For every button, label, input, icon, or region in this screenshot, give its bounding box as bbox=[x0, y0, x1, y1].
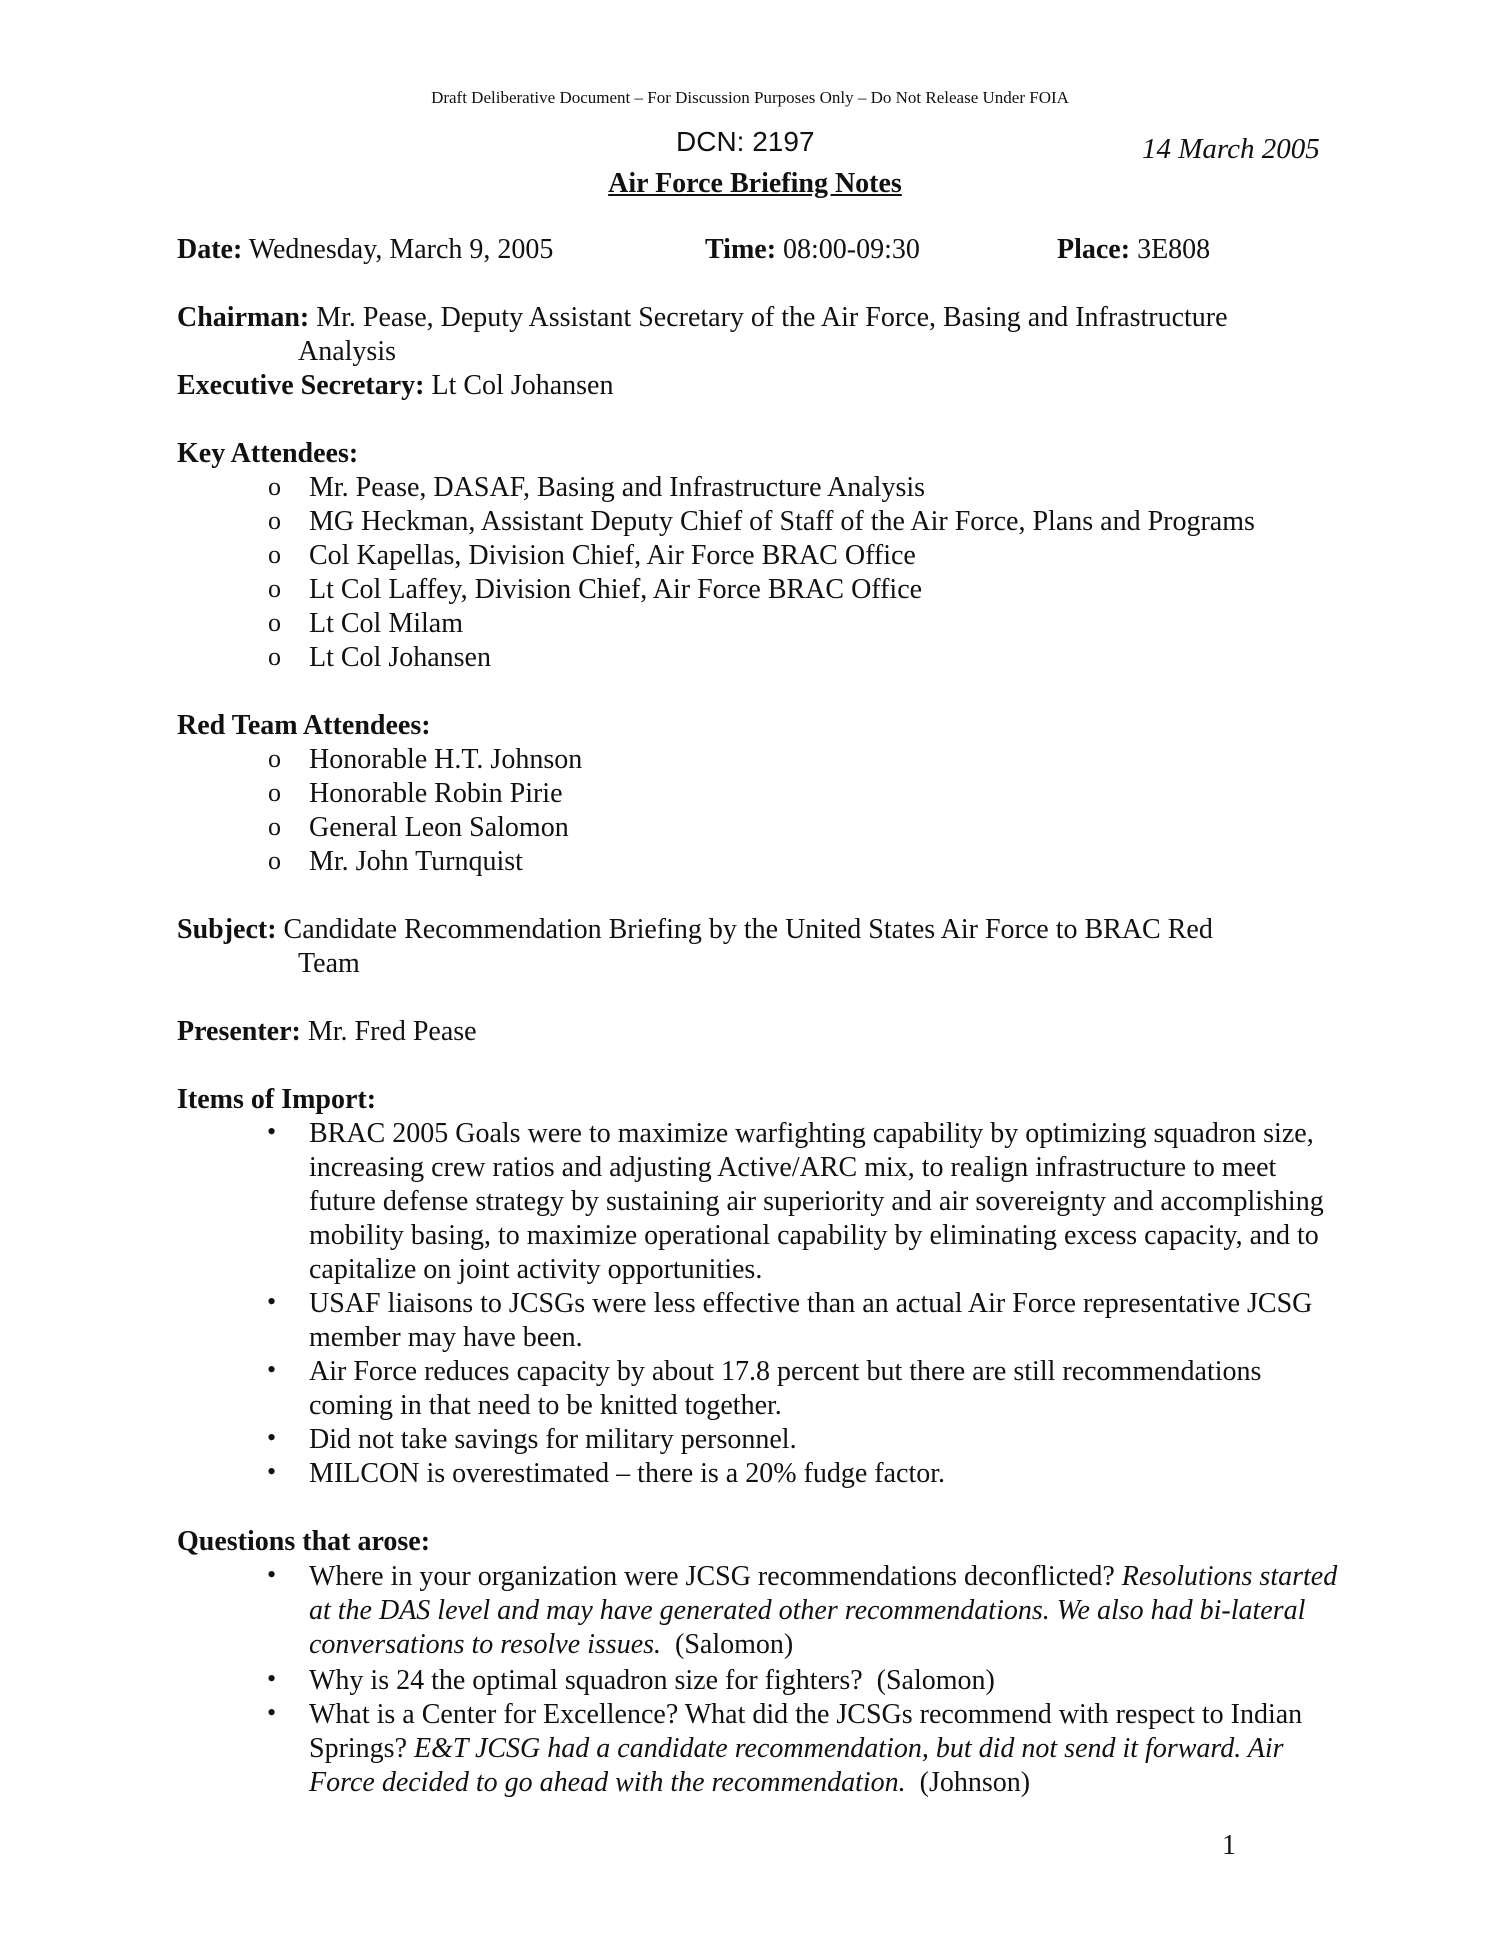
circle-bullet-icon: o bbox=[268, 642, 281, 671]
attendee-name: Mr. John Turnquist bbox=[309, 846, 523, 877]
asker-name: (Johnson) bbox=[919, 1767, 1031, 1798]
import-item-text: MILCON is overestimated – there is a 20% fudge factor. bbox=[309, 1458, 946, 1489]
place-value: 3E808 bbox=[1137, 234, 1211, 265]
page-number: 1 bbox=[1222, 1830, 1236, 1861]
subject-value-continued: Team bbox=[298, 948, 360, 979]
attendee-name: Honorable H.T. Johnson bbox=[309, 744, 583, 775]
question-item bbox=[309, 1664, 1349, 1698]
meta-time bbox=[705, 233, 920, 267]
asker-name: (Salomon) bbox=[675, 1629, 794, 1660]
bullet-icon: • bbox=[267, 1423, 277, 1452]
circle-bullet-icon: o bbox=[268, 574, 281, 603]
executive-secretary-value: Lt Col Johansen bbox=[431, 370, 614, 401]
circle-bullet-icon: o bbox=[268, 608, 281, 637]
presenter bbox=[177, 1015, 477, 1049]
dcn-number: DCN: 2197 bbox=[676, 126, 815, 157]
bullet-icon: • bbox=[267, 1287, 277, 1316]
items-of-import-heading: Items of Import: bbox=[177, 1084, 377, 1115]
circle-bullet-icon: o bbox=[268, 472, 281, 501]
date-value: Wednesday, March 9, 2005 bbox=[248, 234, 554, 265]
attendee-name: Lt Col Laffey, Division Chief, Air Force BRAC Office bbox=[309, 574, 923, 605]
chairman-value: Mr. Pease, Deputy Assistant Secretary of the Air Force, Basing and Infrastructure bbox=[316, 302, 1228, 333]
circle-bullet-icon: o bbox=[268, 812, 281, 841]
attendee-name: Lt Col Johansen bbox=[309, 642, 491, 673]
chairman-value-continued: Analysis bbox=[298, 336, 396, 367]
attendee-name: Mr. Pease, DASAF, Basing and Infrastructure Analysis bbox=[309, 472, 926, 503]
bullet-icon: • bbox=[267, 1664, 277, 1693]
header-note: Draft Deliberative Document – For Discussion Purposes Only – Do Not Release Under FOIA bbox=[431, 88, 1069, 107]
meta-date bbox=[177, 233, 553, 267]
attendee-name: Col Kapellas, Division Chief, Air Force BRAC Office bbox=[309, 540, 916, 571]
red-team-attendees-heading: Red Team Attendees: bbox=[177, 710, 431, 741]
asker-name: (Salomon) bbox=[876, 1665, 995, 1696]
circle-bullet-icon: o bbox=[268, 540, 281, 569]
question-item bbox=[309, 1560, 1349, 1662]
circle-bullet-icon: o bbox=[268, 506, 281, 535]
date-label: Date: bbox=[177, 234, 243, 265]
chairman bbox=[177, 301, 1228, 335]
answer-text: E&T JCSG had a candidate recommendation, but did not send it forward. Air Force decided to go ahead with the recommendation. bbox=[309, 1733, 1284, 1798]
chairman-label: Chairman: bbox=[177, 302, 310, 333]
import-item-text: Did not take savings for military personnel. bbox=[309, 1424, 797, 1455]
question-text: Why is 24 the optimal squadron size for fighters? bbox=[309, 1665, 863, 1696]
import-item-text: BRAC 2005 Goals were to maximize warfighting capability by optimizing squadron size, increasing crew ratios and adjusting Active/ARC mix, to realign infrastructure to meet future defense strategy by sustaining air superiority and air sovereignty and accomplishing mobility basing, to maximize operational capability by eliminating excess capacity, and to capitalize on joint activity opportunities. bbox=[309, 1118, 1324, 1285]
bullet-icon: • bbox=[267, 1560, 277, 1589]
presenter-value: Mr. Fred Pease bbox=[307, 1016, 477, 1047]
bullet-icon: • bbox=[267, 1457, 277, 1486]
import-item-text: USAF liaisons to JCSGs were less effective than an actual Air Force representative JCSG member may have been. bbox=[309, 1288, 1313, 1353]
subject-label: Subject: bbox=[177, 914, 277, 945]
meta-place bbox=[1057, 233, 1210, 267]
key-attendees-heading: Key Attendees: bbox=[177, 438, 359, 469]
time-value: 08:00-09:30 bbox=[783, 234, 920, 265]
date-stamp: 14 March 2005 bbox=[1142, 133, 1320, 165]
attendee-name: Lt Col Milam bbox=[309, 608, 463, 639]
attendee-name: MG Heckman, Assistant Deputy Chief of Staff of the Air Force, Plans and Programs bbox=[309, 506, 1255, 537]
bullet-icon: • bbox=[267, 1117, 277, 1146]
place-label: Place: bbox=[1057, 234, 1131, 265]
presenter-label: Presenter: bbox=[177, 1016, 301, 1047]
bullet-icon: • bbox=[267, 1698, 277, 1727]
answer-text: Resolutions started at the DAS level and may have generated other recommendations. We also had bi-lateral conversations to resolve issues. bbox=[309, 1561, 1338, 1660]
question-item bbox=[309, 1698, 1349, 1800]
circle-bullet-icon: o bbox=[268, 778, 281, 807]
bullet-icon: • bbox=[267, 1355, 277, 1384]
subject bbox=[177, 913, 1213, 947]
executive-secretary bbox=[177, 369, 614, 403]
import-item-text: Air Force reduces capacity by about 17.8 percent but there are still recommendations coming in that need to be knitted together. bbox=[309, 1356, 1262, 1421]
attendee-name: General Leon Salomon bbox=[309, 812, 569, 843]
attendee-name: Honorable Robin Pirie bbox=[309, 778, 563, 809]
questions-heading: Questions that arose: bbox=[177, 1526, 431, 1557]
executive-secretary-label: Executive Secretary: bbox=[177, 370, 425, 401]
subject-value: Candidate Recommendation Briefing by the United States Air Force to BRAC Red bbox=[283, 914, 1213, 945]
circle-bullet-icon: o bbox=[268, 846, 281, 875]
time-label: Time: bbox=[705, 234, 777, 265]
question-text: What is a Center for Excellence? What did the JCSGs recommend with respect to Indian Springs? bbox=[309, 1699, 1303, 1764]
question-text: Where in your organization were JCSG recommendations deconflicted? bbox=[309, 1561, 1115, 1592]
document-title: Air Force Briefing Notes bbox=[608, 168, 902, 199]
circle-bullet-icon: o bbox=[268, 744, 281, 773]
